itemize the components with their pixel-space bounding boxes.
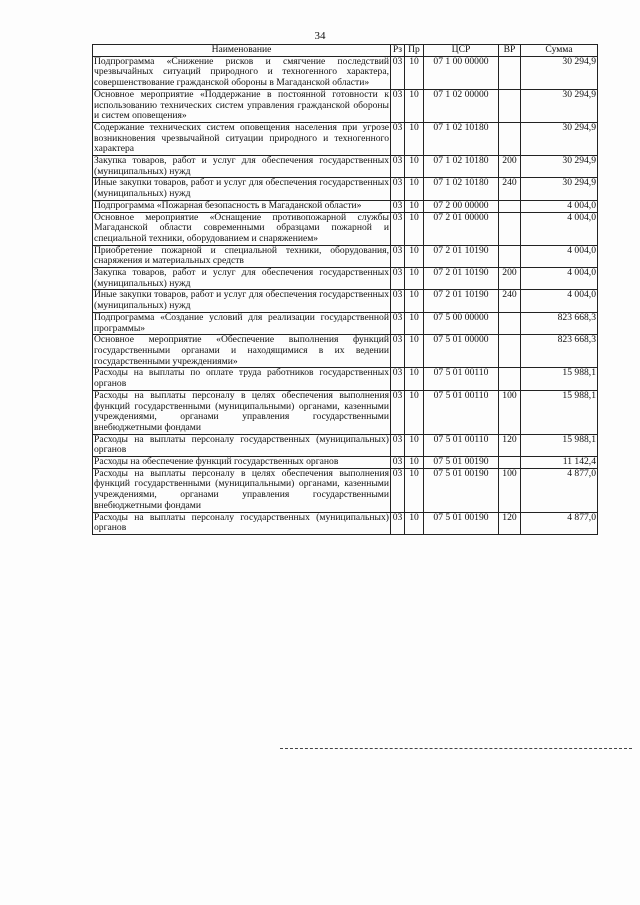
row-vr-cell: 240 [499,178,521,200]
row-name-cell: Основное мероприятие «Поддержание в постоянной готовности к использованию технических систем управления гражданской обороны и систем оповещения» [94,88,389,122]
row-name-cell: Основное мероприятие «Обеспечение выполнения функций государственными органами и находящимися в их ведении государственными учреждениями» [94,334,389,367]
row-vr-cell [499,368,521,390]
row-rz-cell: 03 [391,368,405,390]
row-pr-cell: 10 [405,178,424,200]
page-number: 34 [314,30,326,42]
row-pr-cell: 10 [405,390,424,434]
row-csr-cell: 07 5 01 00190 [424,457,499,469]
row-rz-cell: 03 [391,178,405,200]
row-vr-cell [499,56,521,89]
row-rz-cell: 03 [391,390,405,434]
row-vr-cell [499,245,521,267]
row-sum-cell: 15 988,1 [521,434,598,456]
table-body [93,56,598,534]
row-csr-cell: 07 1 00 00000 [424,56,499,89]
row-rz-cell: 03 [391,312,405,334]
row-vr-cell: 120 [499,512,521,534]
table-row [93,335,598,368]
row-name-cell: Расходы на выплаты персоналу в целях обеспечения выполнения функций государственными (муниципальными) органами, казенными учреждениями, органами управления государственными внебюджетными фондами [94,389,389,433]
footer-divider [280,748,632,749]
row-name-cell: Расходы на выплаты персоналу государственных (муниципальных) органов [94,511,389,534]
row-rz-cell: 03 [391,122,405,155]
row-vr-cell [499,200,521,212]
header-name: Наименование [93,45,391,57]
row-pr-cell: 10 [405,156,424,178]
table-row [93,512,598,534]
row-name-cell: Содержание технических систем оповещения населения при угрозе возникновения чрезвычайной ситуации природного и техногенного характера [94,121,389,155]
row-pr-cell: 10 [405,335,424,368]
row-name-cell: Закупка товаров, работ и услуг для обеспечения государственных (муниципальных) нужд [94,267,389,289]
header-vr: ВР [499,45,521,57]
table-row [93,156,598,178]
row-rz-cell: 03 [391,512,405,534]
row-sum-cell: 30 294,9 [521,156,598,178]
header-rz: Рз [391,45,405,57]
row-csr-cell: 07 5 01 00190 [424,512,499,534]
header-row [93,45,598,57]
row-pr-cell: 10 [405,457,424,469]
row-vr-cell: 100 [499,390,521,434]
table-row [93,245,598,267]
row-csr-cell: 07 2 00 00000 [424,200,499,212]
row-csr-cell: 07 2 01 00000 [424,212,499,245]
row-csr-cell: 07 5 01 00000 [424,335,499,368]
row-pr-cell: 10 [405,468,424,512]
row-name-cell: Закупка товаров, работ и услуг для обеспечения государственных (муниципальных) нужд [94,155,389,177]
table-row [93,89,598,122]
table-row [93,312,598,334]
row-rz-cell: 03 [391,335,405,368]
row-vr-cell: 200 [499,268,521,290]
row-csr-cell: 07 1 02 00000 [424,89,499,122]
row-name-cell: Приобретение пожарной и специальной техники, оборудования, снаряжения и материальных средств [94,244,389,267]
row-rz-cell: 03 [391,245,405,267]
row-csr-cell: 07 5 00 00000 [424,312,499,334]
row-rz-cell: 03 [391,290,405,312]
table-row [93,268,598,290]
row-name-cell: Основное мероприятие «Оснащение противопожарной службы Магаданской области современными образцами пожарной и специальной техники, оборудованием и снаряжением» [94,211,389,244]
row-vr-cell: 120 [499,434,521,456]
row-sum-cell: 4 004,0 [521,245,598,267]
budget-table [92,44,598,535]
table-row [93,122,598,155]
row-name-cell: Иные закупки товаров, работ и услуг для обеспечения государственных (муниципальных) нужд [94,177,389,200]
row-vr-cell [499,122,521,155]
row-sum-cell: 15 988,1 [521,368,598,390]
row-name-cell: Подпрограмма «Снижение рисков и смягчение последствий чрезвычайных ситуаций природного и техногенного характера, совершенствование гражданской обороны в Магаданской области» [94,55,389,89]
row-sum-cell: 11 142,4 [521,457,598,469]
row-csr-cell: 07 5 01 00110 [424,368,499,390]
row-vr-cell [499,335,521,368]
row-pr-cell: 10 [405,312,424,334]
row-name-cell: Расходы на выплаты по оплате труда работников государственных органов [94,367,389,390]
row-rz-cell: 03 [391,200,405,212]
row-rz-cell: 03 [391,268,405,290]
row-vr-cell [499,89,521,122]
row-pr-cell: 10 [405,245,424,267]
row-name-cell: Подпрограмма «Пожарная безопасность в Магаданской области» [93,200,391,212]
row-rz-cell: 03 [391,89,405,122]
table-row [93,368,598,390]
row-rz-cell: 03 [391,56,405,89]
table-row [93,56,598,89]
row-pr-cell: 10 [405,368,424,390]
row-sum-cell: 823 668,3 [521,335,598,368]
row-csr-cell: 07 1 02 10180 [424,122,499,155]
row-csr-cell: 07 5 01 00190 [424,468,499,512]
row-sum-cell: 4 004,0 [521,290,598,312]
header-pr: Пр [405,45,424,57]
row-sum-cell: 30 294,9 [521,56,598,89]
row-name-cell: Подпрограмма «Создание условий для реализации государственной программы» [94,311,389,334]
row-pr-cell: 10 [405,434,424,456]
table-header [93,45,598,57]
table-row [93,200,598,212]
row-pr-cell: 10 [405,56,424,89]
table-row [93,178,598,200]
row-pr-cell: 10 [405,212,424,245]
row-rz-cell: 03 [391,468,405,512]
row-sum-cell: 4 004,0 [521,268,598,290]
row-vr-cell: 240 [499,290,521,312]
row-sum-cell: 4 004,0 [521,200,598,212]
row-sum-cell: 4 877,0 [521,512,598,534]
row-sum-cell: 4 004,0 [521,212,598,245]
row-csr-cell: 07 1 02 10180 [424,178,499,200]
row-csr-cell: 07 2 01 10190 [424,268,499,290]
row-sum-cell: 15 988,1 [521,390,598,434]
row-vr-cell [499,312,521,334]
row-rz-cell: 03 [391,156,405,178]
table-row [93,290,598,312]
table-row [93,390,598,434]
row-name-cell: Расходы на выплаты персоналу государственных (муниципальных) органов [94,433,389,456]
table-row [93,468,598,512]
row-sum-cell: 30 294,9 [521,122,598,155]
row-pr-cell: 10 [405,122,424,155]
row-pr-cell: 10 [405,200,424,212]
table-row [93,212,598,245]
row-name-cell: Расходы на выплаты персоналу в целях обеспечения выполнения функций государственными (муниципальными) органами, казенными учреждениями, органами управления государственными внебюджетными фондами [94,467,389,511]
row-sum-cell: 4 877,0 [521,468,598,512]
row-vr-cell [499,212,521,245]
row-pr-cell: 10 [405,89,424,122]
row-rz-cell: 03 [391,212,405,245]
row-vr-cell [499,457,521,469]
row-vr-cell: 200 [499,156,521,178]
row-sum-cell: 30 294,9 [521,178,598,200]
row-csr-cell: 07 2 01 10190 [424,290,499,312]
row-sum-cell: 823 668,3 [521,312,598,334]
row-vr-cell: 100 [499,468,521,512]
row-csr-cell: 07 2 01 10190 [424,245,499,267]
row-pr-cell: 10 [405,290,424,312]
row-csr-cell: 07 5 01 00110 [424,390,499,434]
row-pr-cell: 10 [405,268,424,290]
table-row [93,434,598,456]
row-pr-cell: 10 [405,512,424,534]
row-name-cell: Иные закупки товаров, работ и услуг для обеспечения государственных (муниципальных) нужд [94,289,389,312]
header-csr: ЦСР [424,45,499,57]
row-sum-cell: 30 294,9 [521,89,598,122]
row-rz-cell: 03 [391,457,405,469]
table-row [93,457,598,469]
row-name-cell: Расходы на обеспечение функций государственных органов [93,457,391,469]
row-rz-cell: 03 [391,434,405,456]
header-sum: Сумма [521,45,598,57]
row-csr-cell: 07 5 01 00110 [424,434,499,456]
row-csr-cell: 07 1 02 10180 [424,156,499,178]
